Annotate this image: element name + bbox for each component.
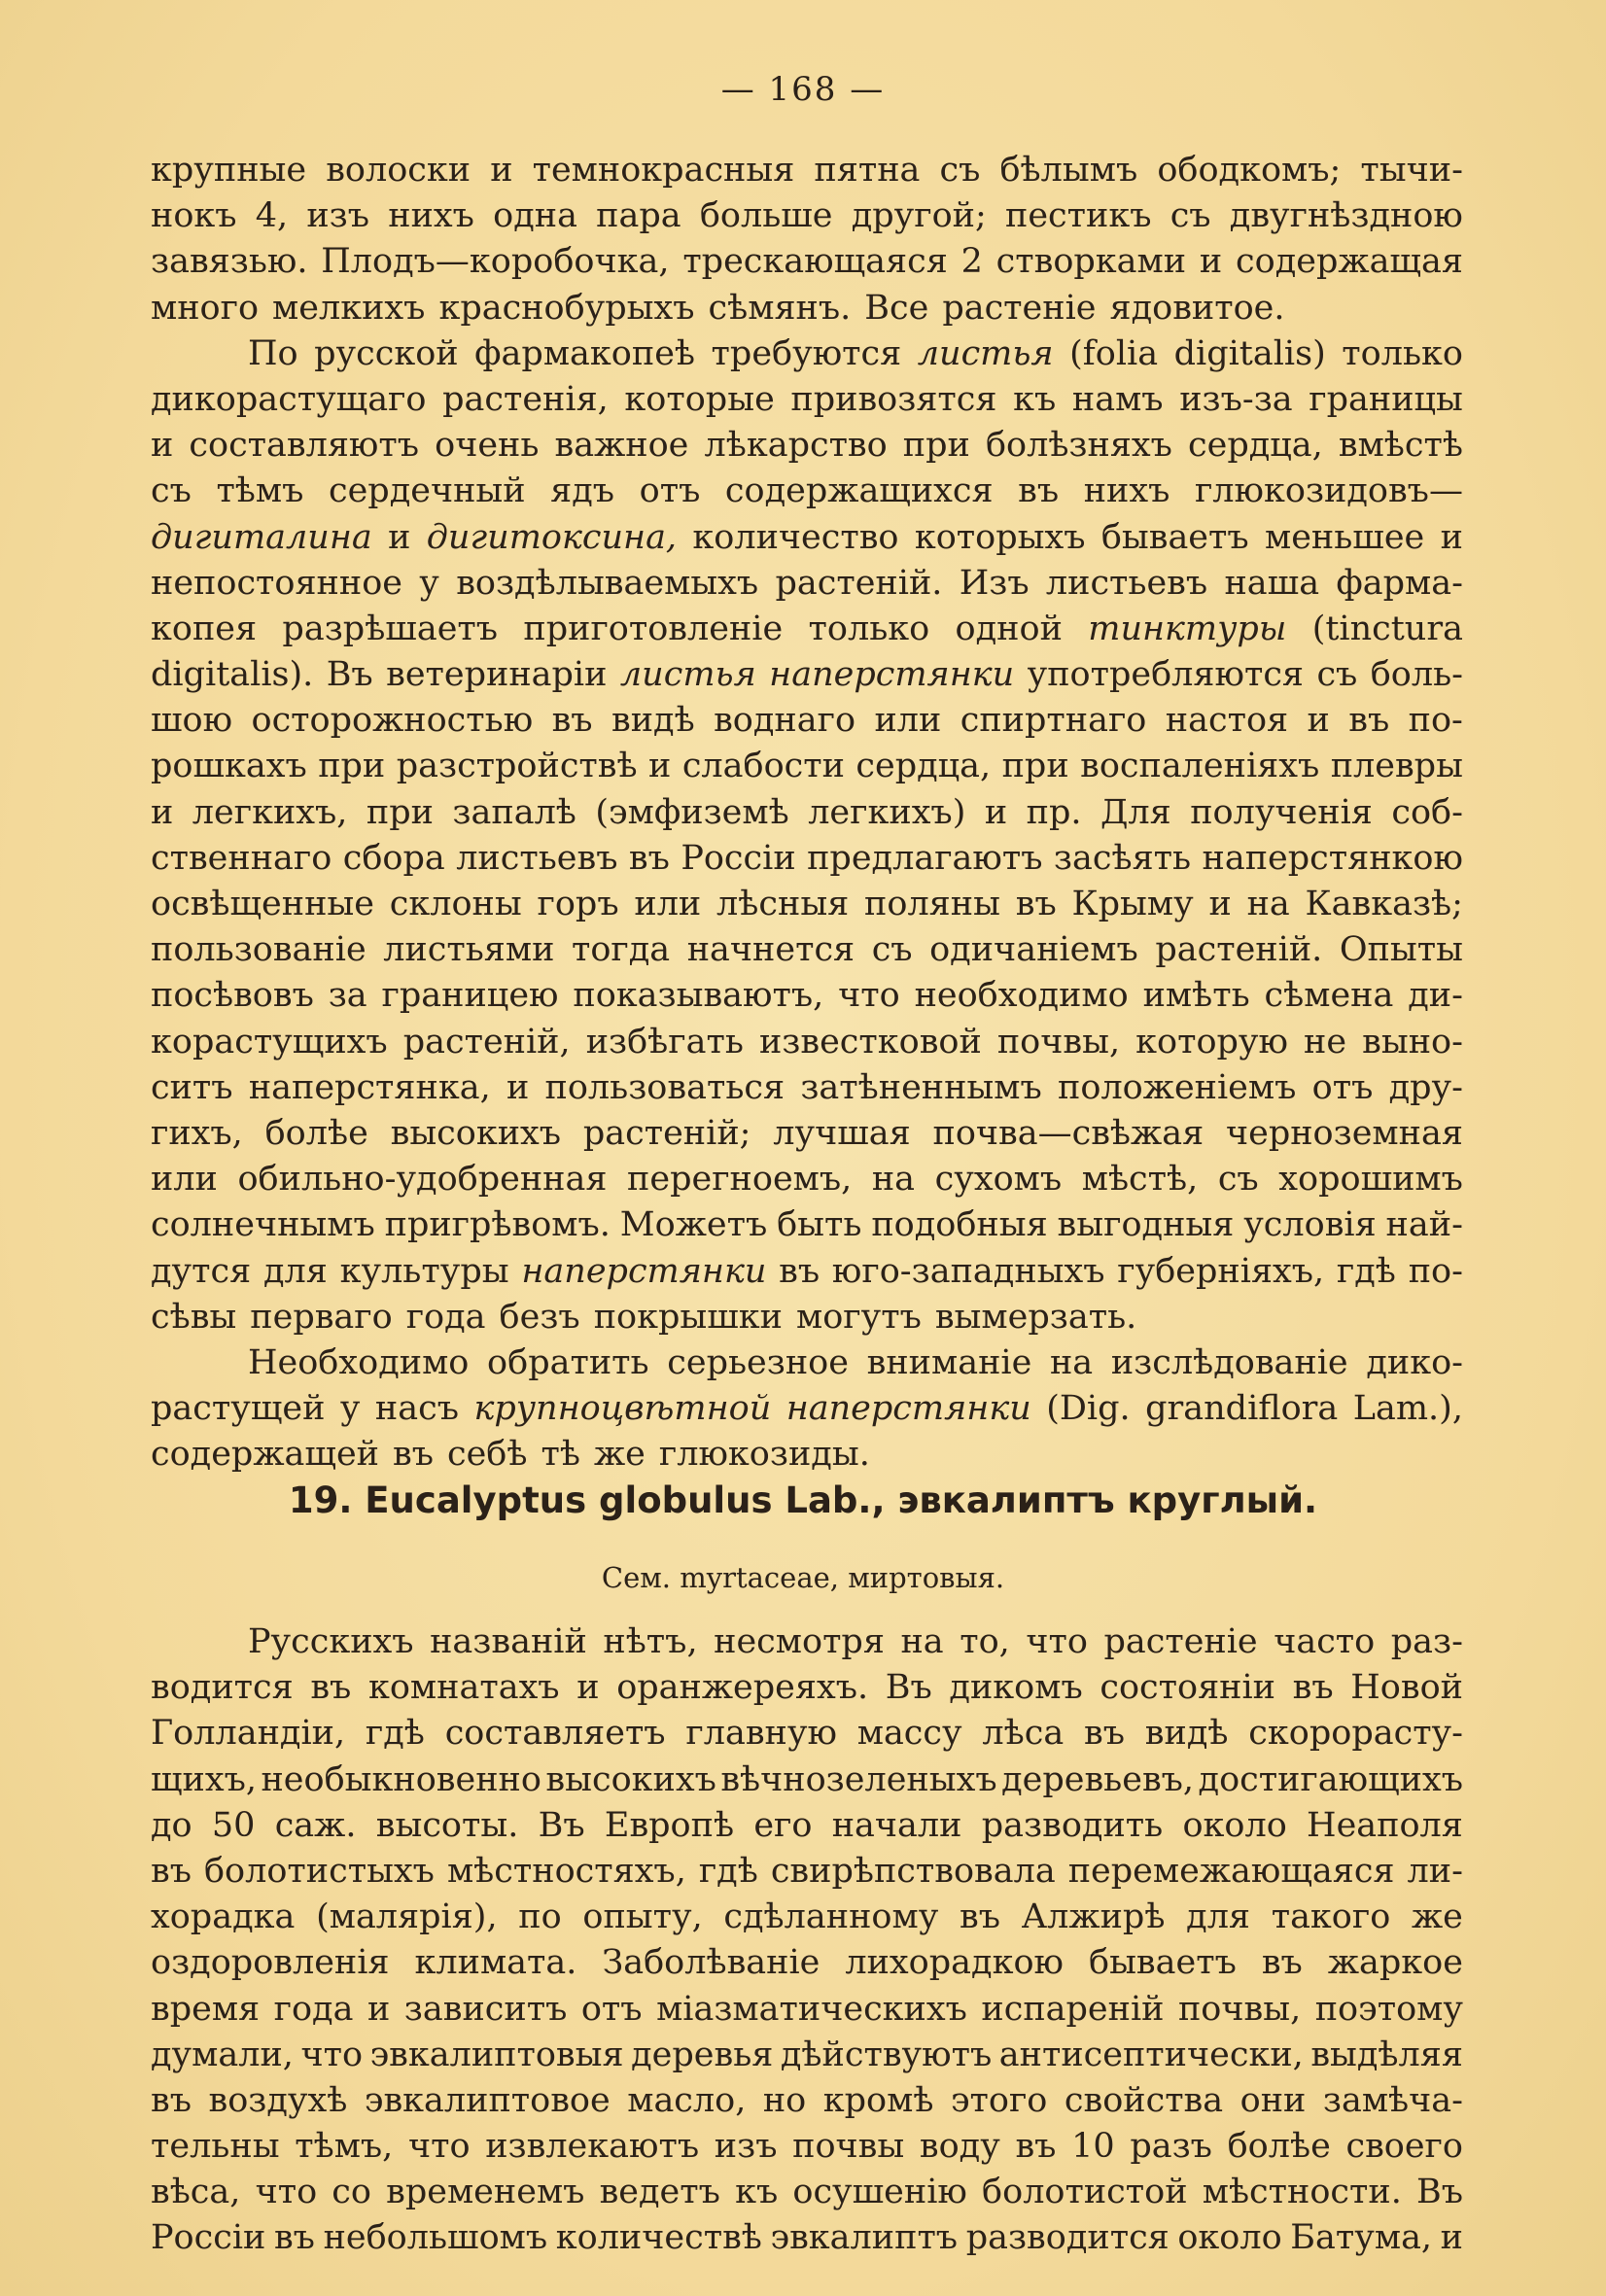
text-line: вѣса, что со временемъ ведетъ къ осушенію болотистой мѣстности. Въ <box>151 2173 1463 2212</box>
text-line: сѣвы перваго года безъ покрышки могутъ вымерзать. <box>151 1297 1137 1337</box>
family-line: Сем. myrtaceae, миртовыя. <box>601 1561 1005 1594</box>
page-number: — 168 — <box>720 70 886 109</box>
text-line: шою осторожностью въ видѣ воднаго или спиртнаго настоя и въ по- <box>151 701 1463 741</box>
text-line: копея разрѣшаетъ приготовленіе только одной тинктуры (tinctura <box>151 609 1463 648</box>
text-line: думали, что эвкалиптовыя деревья дѣйствуютъ антисептически, выдѣляя <box>151 2035 1463 2074</box>
text-line: растущей у насъ крупноцвѣтной наперстянки (Dig. grandiflora Lam.), <box>151 1389 1463 1429</box>
text-line: нокъ 4, изъ нихъ одна пара больше другой; пестикъ съ двугнѣздною <box>151 196 1463 236</box>
text-line: пользованіе листьями тогда начнется съ одичаніемъ растеній. Опыты <box>151 930 1463 970</box>
text-line: digitalis). Въ ветеринаріи листья наперстянки употребляются съ боль- <box>151 655 1463 695</box>
text-line: ситъ наперстянка, и пользоваться затѣненнымъ положеніемъ отъ дру- <box>151 1067 1463 1107</box>
text-line: освѣщенные склоны горъ или лѣсныя поляны въ Крыму и на Кавказѣ; <box>151 885 1463 923</box>
text-line: рошкахъ при разстройствѣ и слабости сердца, при воспаленіяхъ плевры <box>151 747 1463 786</box>
text-line: дутся для культуры наперстянки въ юго-западныхъ губерніяхъ, гдѣ по- <box>151 1251 1463 1291</box>
section-heading: 19. Eucalyptus globulus Lab., эвкалиптъ круглый. <box>288 1479 1318 1521</box>
text-line: въ воздухѣ эвкалиптовое масло, но кромѣ этого свойства они замѣча- <box>151 2080 1463 2120</box>
text-line: съ тѣмъ сердечный ядъ отъ содержащихся въ нихъ глюкозидовъ— <box>151 471 1463 511</box>
text-line: оздоровленія климата. Заболѣваніе лихорадкою бываетъ въ жаркое <box>151 1943 1463 1983</box>
text-line: содержащей въ себѣ тѣ же глюкозиды. <box>151 1435 870 1475</box>
text-line: гихъ, болѣе высокихъ растеній; лучшая почва—свѣжая черноземная <box>151 1113 1463 1153</box>
text-line: или обильно-удобренная перегноемъ, на сухомъ мѣстѣ, съ хорошимъ <box>151 1160 1463 1200</box>
text-line: По русской фармакопеѣ требуются листья (folia digitalis) только <box>248 333 1463 373</box>
text-line: ственнаго сбора листьевъ въ Россіи предлагаютъ засѣять наперстянкою <box>151 838 1463 878</box>
text-line: непостоянное у воздѣлываемыхъ растеній. Изъ листьевъ наша фарма- <box>151 563 1463 603</box>
text-line: посѣвовъ за границею показываютъ, что необходимо имѣть сѣмена ди- <box>151 976 1463 1016</box>
text-line: до 50 саж. высоты. Въ Европѣ его начали разводить около Неаполя <box>151 1805 1463 1845</box>
text-line: Россіи въ небольшомъ количествѣ эвкалиптъ разводится около Батума, и <box>151 2218 1463 2258</box>
text-line: и легкихъ, при запалѣ (эмфиземѣ легкихъ) и пр. Для полученія соб- <box>151 792 1463 832</box>
text-line: время года и зависитъ отъ міазматическихъ испареній почвы, поэтому <box>151 1989 1463 2029</box>
text-line: въ болотистыхъ мѣстностяхъ, гдѣ свирѣпствовала перемежающаяся ли- <box>151 1851 1463 1891</box>
text-line: много мелкихъ краснобурыхъ сѣмянъ. Все растеніе ядовитое. <box>151 288 1285 328</box>
text-line: хорадка (малярія), по опыту, сдѣланному въ Алжирѣ для такого же <box>151 1897 1463 1937</box>
text-line: и составляютъ очень важное лѣкарство при болѣзняхъ сердца, вмѣстѣ <box>151 426 1463 466</box>
text-line: корастущихъ растеній, избѣгать известковой почвы, которую не выно- <box>151 1022 1463 1061</box>
text-line: дигиталина и дигитоксина, количество которыхъ бываетъ меньшее и <box>151 517 1463 557</box>
text-block-eucalyptus <box>151 1619 1463 2262</box>
text-line: солнечнымъ пригрѣвомъ. Можетъ быть подобныя выгодныя условія най- <box>151 1205 1463 1245</box>
text-line: дикорастущаго растенія, которые привозятся къ намъ изъ-за границы <box>151 379 1463 419</box>
text-line: тельны тѣмъ, что извлекаютъ изъ почвы воду въ 10 разъ болѣе своего <box>151 2127 1463 2167</box>
text-line: щихъ, необыкновенно высокихъ вѣчнозеленыхъ деревьевъ, достигающихъ <box>151 1759 1463 1799</box>
text-line: водится въ комнатахъ и оранжереяхъ. Въ дикомъ состояніи въ Новой <box>151 1668 1463 1708</box>
text-line: крупные волоски и темнокрасныя пятна съ бѣлымъ ободкомъ; тычи- <box>151 151 1463 190</box>
text-line: Голландіи, гдѣ составляетъ главную массу лѣса въ видѣ скорорасту- <box>151 1714 1463 1754</box>
text-line: Необходимо обратить серьезное вниманіе на изслѣдованіе дико- <box>248 1342 1463 1382</box>
text-line: Русскихъ названій нѣтъ, несмотря на то, что растеніе часто раз- <box>248 1622 1463 1661</box>
text-line: завязью. Плодъ—коробочка, трескающаяся 2 створками и содержащая <box>151 242 1463 282</box>
text-block-digitalis <box>151 148 1463 1478</box>
